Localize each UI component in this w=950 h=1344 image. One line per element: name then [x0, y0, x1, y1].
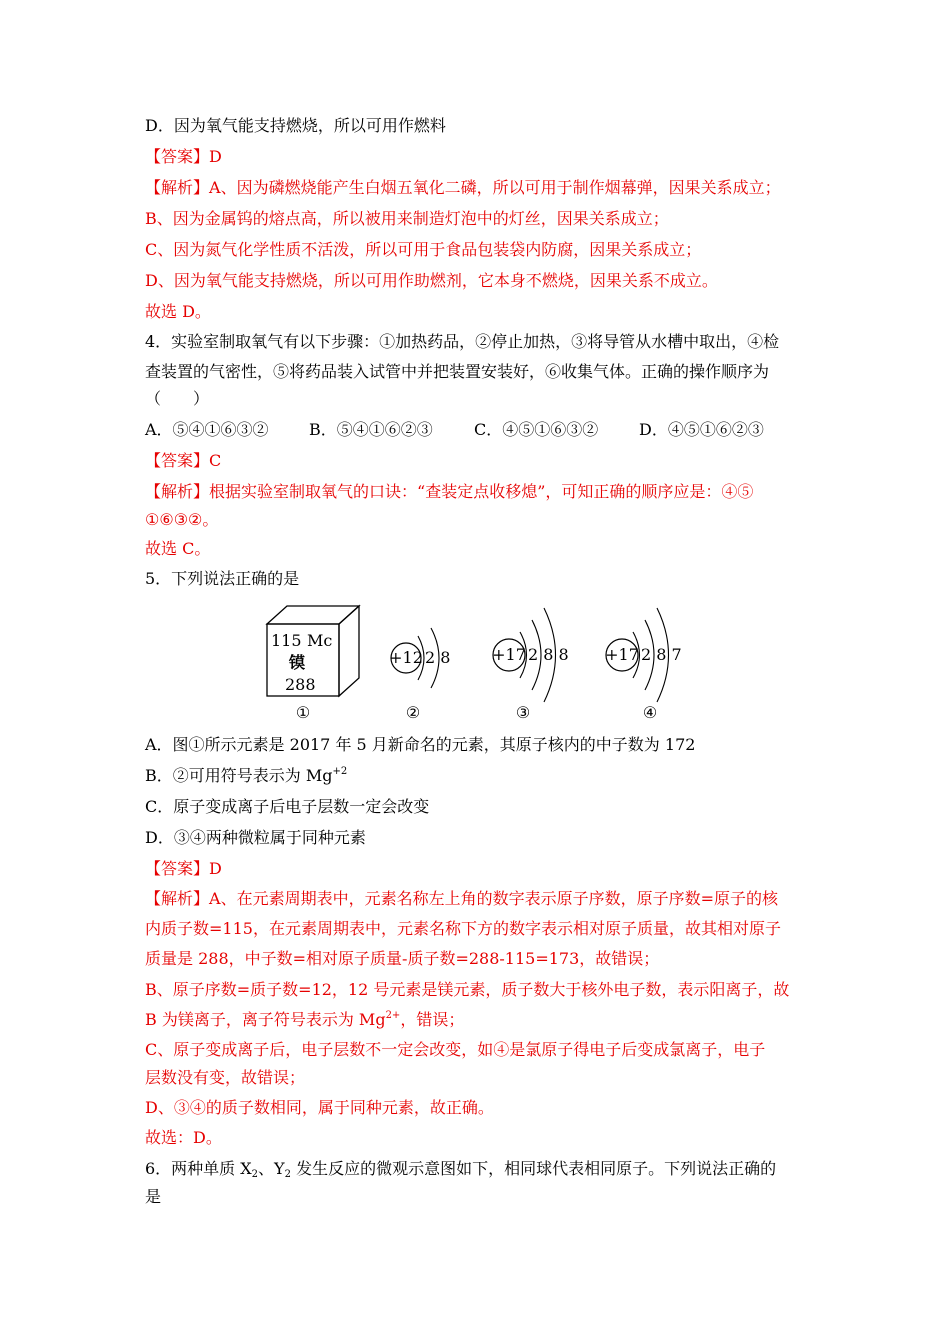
- charge-superscript: +2: [332, 766, 348, 777]
- q4-stem-line-3: （ ）: [145, 389, 210, 408]
- nucleus-charge: +17: [492, 645, 526, 664]
- q4-analysis-line-1: [145, 481, 753, 503]
- element-name: 镆: [289, 653, 306, 672]
- answer-label: 【答案】: [145, 451, 210, 470]
- q5-conclusion: 故选：D。: [145, 1128, 222, 1147]
- shell-electrons: 2 8 7: [641, 645, 682, 664]
- q4-stem-line-2: 查装置的气密性，⑤将药品装入试管中并把装置安装好，⑥收集气体。正确的操作顺序为: [145, 362, 770, 381]
- q3-option-d: D．因为氧气能支持燃烧，所以可用作燃料: [145, 116, 446, 135]
- element-number: 115: [271, 631, 302, 650]
- analysis-text-end: ，错误；: [400, 1010, 465, 1029]
- q4-answer: [145, 450, 221, 472]
- subscript: 2: [284, 1169, 291, 1180]
- analysis-text: B 为镁离子，离子符号表示为 Mg: [145, 1010, 386, 1029]
- atom-diagram-3: [492, 608, 569, 702]
- answer-value: C: [209, 451, 222, 470]
- stem-text: 发生反应的微观示意图如下，相同球代表相同原子。下列说法正确的: [291, 1159, 777, 1178]
- analysis-text: A、在元素周期表中，元素名称左上角的数字表示原子序数，原子序数=原子的核: [209, 889, 778, 908]
- shell-electrons: 2 8 8: [528, 645, 569, 664]
- q3-analysis-line-2: B、因为金属钨的熔点高，所以被用来制造灯泡中的灯丝，因果关系成立；: [145, 209, 669, 228]
- answer-value: D: [209, 147, 222, 166]
- atom-diagram-2: [389, 628, 450, 688]
- figure-label-1: ①: [295, 703, 311, 722]
- answer-label: 【答案】: [145, 147, 210, 166]
- q4-analysis-line-2: ①⑥③②。: [145, 510, 219, 529]
- q5-figure: [255, 602, 695, 724]
- element-mass: 288: [285, 675, 316, 694]
- q4-options: [145, 419, 815, 441]
- figure-label-4: ④: [642, 703, 658, 722]
- q5-answer: [145, 858, 222, 880]
- q5-option-c: C．原子变成离子后电子层数一定会改变: [145, 797, 430, 816]
- q6-stem-line-2: 是: [145, 1187, 162, 1206]
- q5-option-b: [145, 765, 347, 787]
- q4-option-c: C．④⑤①⑥③②: [474, 420, 599, 439]
- q3-analysis-line-3: C、因为氮气化学性质不活泼，所以可用于食品包装袋内防腐，因果关系成立；: [145, 240, 702, 259]
- figure-label-3: ③: [515, 703, 531, 722]
- analysis-text: 根据实验室制取氧气的口诀：“查装定点收移熄”，可知正确的顺序应是：④⑤: [209, 482, 754, 501]
- q4-conclusion: 故选 C。: [145, 539, 211, 558]
- q5-analysis-line-3: 质量是 288，中子数=相对原子质量-质子数=288-115=173，故错误；: [145, 949, 660, 968]
- q6-stem-line-1: [145, 1158, 776, 1180]
- q5-analysis-line-8: D、③④的质子数相同，属于同种元素，故正确。: [145, 1098, 494, 1117]
- stem-text: 、Y: [258, 1159, 285, 1178]
- analysis-label: 【解析】: [145, 889, 210, 908]
- q5-option-d: D．③④两种微粒属于同种元素: [145, 828, 366, 847]
- atom-diagram-4: [605, 608, 682, 702]
- charge-superscript: 2+: [385, 1010, 401, 1021]
- q4-option-d: D．④⑤①⑥②③: [639, 420, 764, 439]
- nucleus-charge: +12: [389, 648, 423, 667]
- q4-option-a: A．⑤④①⑥③②: [145, 420, 269, 439]
- element-symbol: Mc: [307, 631, 333, 650]
- figure-label-2: ②: [405, 703, 421, 722]
- stem-text: 6．两种单质 X: [145, 1159, 252, 1178]
- shell-electrons: 2 8: [425, 648, 451, 667]
- cube-side-face: [339, 606, 359, 696]
- q5-analysis-line-1: [145, 888, 778, 910]
- analysis-label: 【解析】: [145, 178, 210, 197]
- q5-option-a: A．图①所示元素是 2017 年 5 月新命名的元素，其原子核内的中子数为 172: [145, 735, 696, 754]
- element-cube: [267, 606, 359, 696]
- q3-analysis-line-1: [145, 177, 781, 199]
- subscript: 2: [251, 1169, 259, 1180]
- q5-analysis-line-2: 内质子数=115，在元素周期表中，元素名称下方的数字表示相对原子质量，故其相对原子: [145, 919, 781, 938]
- q3-conclusion: 故选 D。: [145, 302, 211, 321]
- q5-analysis-line-7: 层数没有变，故错误；: [145, 1068, 306, 1087]
- answer-label: 【答案】: [145, 859, 210, 878]
- q5-stem: 5．下列说法正确的是: [145, 569, 300, 588]
- q3-answer: [145, 146, 222, 168]
- q5-analysis-line-4: B、原子序数=质子数=12，12 号元素是镁元素，质子数大于核外电子数，表示阳离子，故: [145, 980, 790, 999]
- cube-top-face: [267, 606, 359, 624]
- answer-value: D: [209, 859, 222, 878]
- analysis-label: 【解析】: [145, 482, 210, 501]
- analysis-text: A、因为磷燃烧能产生白烟五氧化二磷，所以可用于制作烟幕弹，因果关系成立；: [209, 178, 781, 197]
- q5-analysis-line-6: C、原子变成离子后，电子层数不一定会改变，如④是氯原子得电子后变成氯离子，电子: [145, 1040, 766, 1059]
- nucleus-charge: +17: [605, 645, 639, 664]
- q5-analysis-line-5: [145, 1009, 464, 1031]
- q4-option-b: B．⑤④①⑥②③: [309, 420, 433, 439]
- q3-analysis-line-4: D、因为氧气能支持燃烧，所以可用作助燃剂，它本身不燃烧，因果关系不成立。: [145, 271, 718, 290]
- option-text: B．②可用符号表示为 Mg: [145, 766, 333, 785]
- q4-stem-line-1: 4．实验室制取氧气有以下步骤：①加热药品，②停止加热，③将导管从水槽中取出，④检: [145, 332, 780, 351]
